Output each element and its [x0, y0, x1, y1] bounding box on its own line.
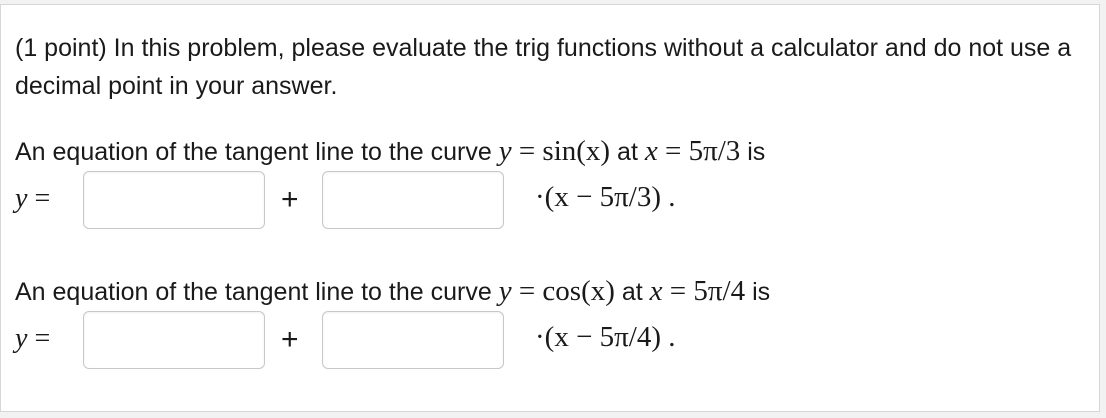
question-1-suffix: is: [747, 138, 766, 166]
question-2-prefix: An equation of the tangent line to the curve: [15, 278, 492, 306]
question-2-text: [15, 275, 770, 308]
question-1-slope-input[interactable]: [322, 171, 504, 229]
question-2-slope-input[interactable]: [322, 311, 504, 369]
question-2-answer-row: [1, 311, 1101, 373]
problem-panel: [0, 4, 1100, 412]
question-2-function: y = cos(x): [498, 275, 615, 307]
question-1-tail: ·(x − 5π/3) .: [535, 181, 676, 213]
question-2-point: x = 5π/4: [649, 275, 746, 307]
question-2-tail: ·(x − 5π/4) .: [535, 321, 676, 353]
question-1-function: y = sin(x): [498, 135, 611, 167]
question-1-prefix: An equation of the tangent line to the curve: [15, 138, 492, 166]
question-1-at: at: [617, 138, 638, 166]
question-1-y-equals: y =: [15, 183, 51, 214]
question-2-at: at: [621, 278, 643, 306]
question-2-y-equals: y =: [15, 323, 51, 354]
question-2-intercept-input[interactable]: [83, 311, 265, 369]
question-1-text: [15, 135, 765, 168]
question-2-plus: +: [281, 323, 299, 356]
question-1-point: x = 5π/3: [644, 135, 741, 167]
question-1-plus: +: [281, 183, 299, 216]
question-1-answer-row: [1, 171, 1101, 233]
problem-instructions: (1 point) In this problem, please evaluate the trig functions without a calculator and do not use a decimal point in your answer.: [15, 34, 1072, 100]
question-2-suffix: is: [752, 278, 771, 306]
question-1-intercept-input[interactable]: [83, 171, 265, 229]
